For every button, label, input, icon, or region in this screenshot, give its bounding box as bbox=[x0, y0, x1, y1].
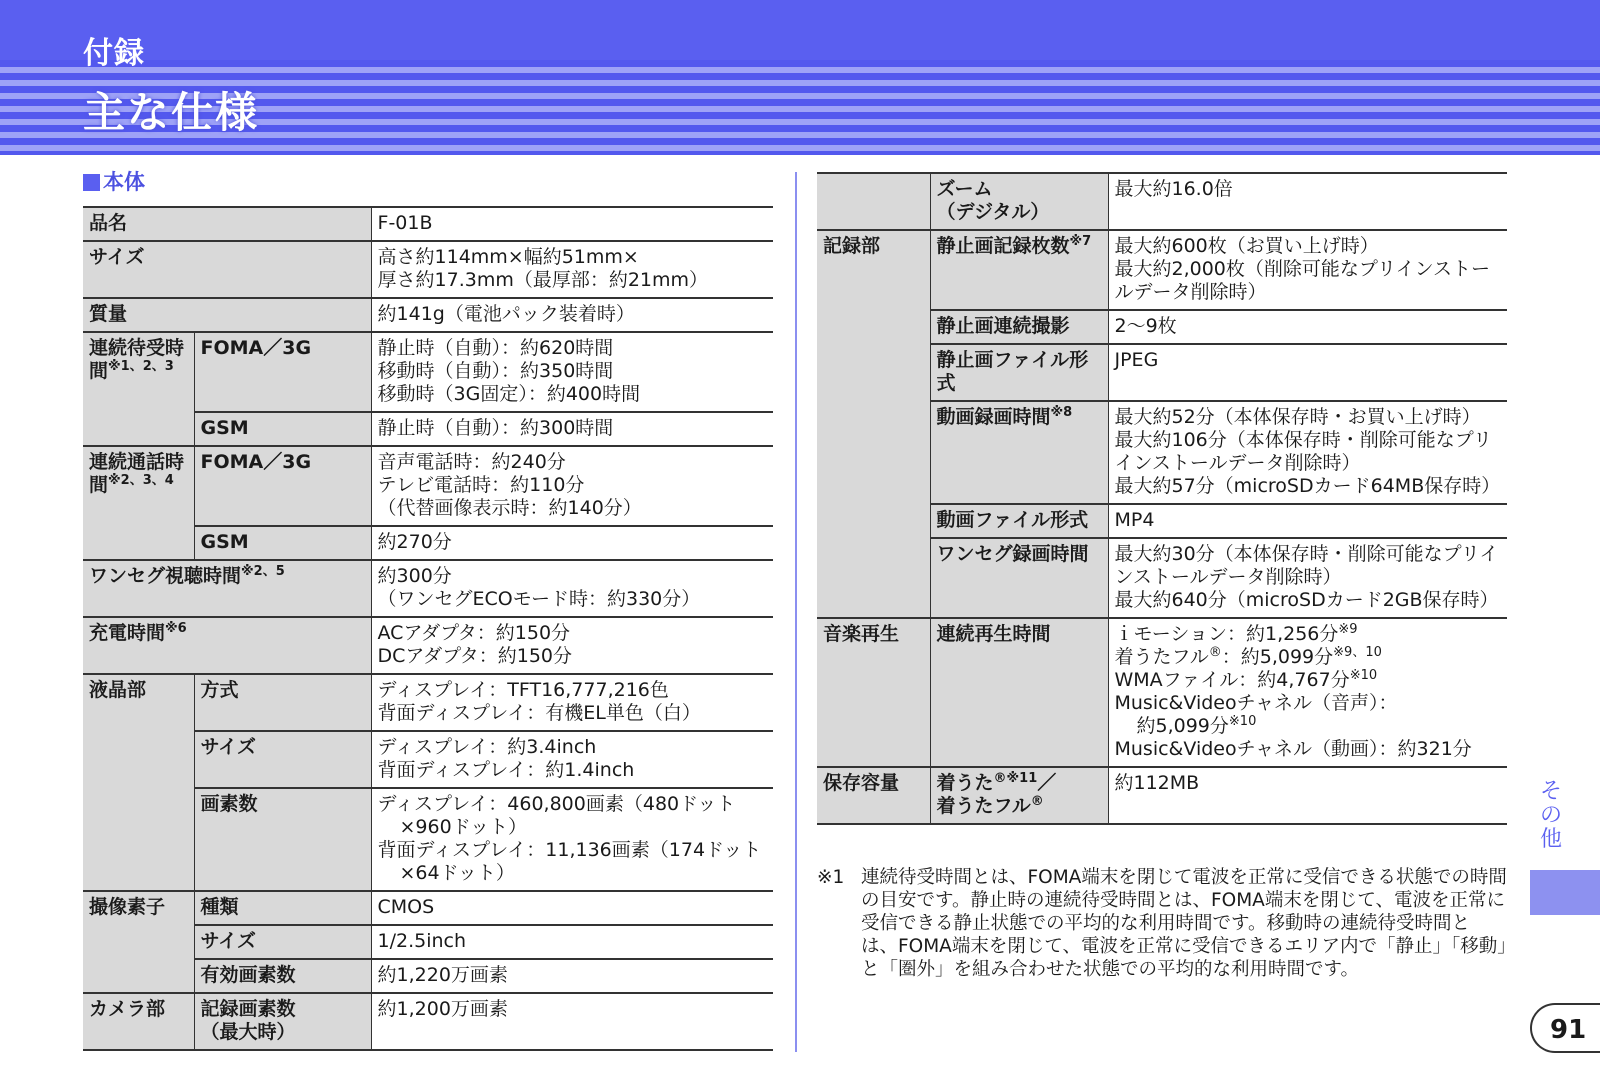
value-text: ：約5,099分 bbox=[1221, 646, 1334, 668]
label-line bbox=[937, 795, 1102, 818]
row-value bbox=[371, 731, 773, 788]
spec-table-right bbox=[817, 172, 1507, 825]
sub-label: 静止画連続撮影 bbox=[930, 310, 1108, 344]
value-line: 最大約106分（本体保存時・削除可能なプリインストールデータ削除時） bbox=[1114, 429, 1493, 474]
value-line: 最大約640分（microSDカード2GB保存時） bbox=[1114, 589, 1499, 611]
sub-label: ワンセグ録画時間 bbox=[930, 538, 1108, 618]
label-text: 動画録画時間 bbox=[936, 406, 1051, 428]
value-line: 高さ約114mm×幅約51mm× bbox=[377, 246, 639, 268]
value-line: 移動時（自動）：約350時間 bbox=[377, 360, 614, 382]
value-line: テレビ電話時：約110分 bbox=[377, 474, 585, 496]
column-divider bbox=[795, 172, 797, 1052]
sub-label: 連続再生時間 bbox=[930, 618, 1108, 767]
footnote-ref: ※6 bbox=[165, 621, 187, 636]
row-label bbox=[83, 560, 371, 617]
table-row bbox=[83, 332, 773, 412]
row-value bbox=[371, 788, 773, 891]
row-value: 約1,200万画素 bbox=[371, 993, 773, 1050]
label-text: ワンセグ視聴時間 bbox=[89, 565, 242, 587]
footnote bbox=[817, 866, 1507, 981]
table-row bbox=[83, 993, 773, 1050]
row-value bbox=[1108, 538, 1507, 618]
sub-label: 動画ファイル形式 bbox=[930, 504, 1108, 538]
value-line: （代替画像表示時：約140分） bbox=[377, 497, 642, 519]
value-line: Music&Videoチャネル（音声）： bbox=[1114, 692, 1398, 714]
page-number: 91 bbox=[1530, 1003, 1600, 1053]
value-text: 約5,099分 bbox=[1136, 715, 1229, 737]
row-value: JPEG bbox=[1108, 344, 1507, 401]
row-label: 品名 bbox=[83, 207, 371, 241]
table-row bbox=[83, 446, 773, 526]
sub-label bbox=[930, 230, 1108, 310]
row-label: サイズ bbox=[83, 241, 371, 298]
row-value bbox=[1108, 230, 1507, 310]
row-value bbox=[371, 332, 773, 412]
value-line bbox=[1115, 646, 1502, 669]
sub-label: 方式 bbox=[194, 674, 371, 731]
value-text: WMAファイル：約4,767分 bbox=[1114, 669, 1350, 691]
registered-mark: ® bbox=[993, 771, 1007, 786]
value-text: 着うたフル bbox=[1114, 646, 1209, 668]
value-line: ACアダプタ：約150分 bbox=[377, 622, 571, 644]
value-line: 背面ディスプレイ：11,136画素（174ドット×64ドット） bbox=[377, 839, 762, 884]
sub-label: FOMA／3G bbox=[194, 446, 371, 526]
value-line: （ワンセグECOモード時：約330分） bbox=[377, 588, 701, 610]
footnote-ref: ※8 bbox=[1050, 405, 1073, 420]
square-bullet-icon bbox=[83, 174, 100, 191]
footnote-ref: ※9 bbox=[1338, 622, 1358, 637]
side-tab bbox=[1530, 870, 1600, 915]
row-value: 約141g（電池パック装着時） bbox=[371, 298, 773, 332]
label-line: （デジタル） bbox=[936, 201, 1050, 223]
value-text: ｉモーション：約1,256分 bbox=[1114, 623, 1339, 645]
spec-table-left bbox=[83, 206, 773, 1051]
sub-label: 画素数 bbox=[194, 788, 371, 891]
value-line: 最大約52分（本体保存時・お買い上げ時） bbox=[1114, 406, 1481, 428]
sub-label: 静止画ファイル形式 bbox=[930, 344, 1108, 401]
row-label: 記録部 bbox=[817, 230, 930, 618]
value-line: 厚さ約17.3mm（最厚部：約21mm） bbox=[377, 269, 709, 291]
sub-label bbox=[930, 173, 1108, 230]
value-line: 約300分 bbox=[377, 565, 452, 587]
footnote-ref: ※11 bbox=[1006, 771, 1038, 786]
row-value bbox=[371, 241, 773, 298]
row-label-continued bbox=[817, 173, 930, 230]
row-value: 1/2.5inch bbox=[371, 925, 773, 959]
sub-label: サイズ bbox=[194, 731, 371, 788]
section-title-text: 本体 bbox=[103, 170, 145, 194]
row-value: 2～9枚 bbox=[1108, 310, 1507, 344]
label-text: 着うたフル bbox=[936, 795, 1031, 817]
value-line: Music&Videoチャネル（動画）：約321分 bbox=[1114, 738, 1472, 760]
value-line: ディスプレイ：460,800画素（480ドット×960ドット） bbox=[377, 793, 736, 838]
value-line bbox=[1115, 669, 1502, 692]
value-line: 最大約2,000枚（削除可能なプリインストールデータ削除時） bbox=[1114, 258, 1490, 303]
value-line: 静止時（自動）：約620時間 bbox=[377, 337, 614, 359]
row-value: MP4 bbox=[1108, 504, 1507, 538]
value-line bbox=[1115, 623, 1502, 646]
footnote-ref: ※7 bbox=[1069, 234, 1092, 249]
label-text: 充電時間 bbox=[89, 622, 166, 644]
table-row bbox=[83, 241, 773, 298]
row-value bbox=[371, 674, 773, 731]
row-label: 保存容量 bbox=[817, 767, 930, 824]
sub-label bbox=[930, 401, 1108, 504]
row-label bbox=[83, 332, 194, 446]
label-text: 着うた bbox=[936, 772, 994, 794]
table-row bbox=[83, 560, 773, 617]
registered-mark: ® bbox=[1030, 794, 1044, 809]
value-line: 最大約57分（microSDカード64MB保存時） bbox=[1114, 475, 1501, 497]
table-row bbox=[83, 891, 773, 925]
label-text: 連続通話時間 bbox=[89, 451, 185, 496]
row-value: 最大約16.0倍 bbox=[1108, 173, 1507, 230]
section-title bbox=[83, 166, 145, 196]
sub-label bbox=[194, 993, 371, 1050]
value-line: 背面ディスプレイ：有機EL単色（白） bbox=[377, 702, 701, 724]
table-row bbox=[83, 207, 773, 241]
sub-label bbox=[930, 767, 1108, 824]
value-line bbox=[1115, 715, 1502, 738]
footnote-ref: ※10 bbox=[1228, 714, 1257, 729]
table-row bbox=[817, 230, 1507, 310]
sub-label: FOMA／3G bbox=[194, 332, 371, 412]
row-label: カメラ部 bbox=[83, 993, 194, 1050]
row-value bbox=[1108, 618, 1507, 767]
row-value: CMOS bbox=[371, 891, 773, 925]
footnote-text: 連続待受時間とは、FOMA端末を閉じて電波を正常に受信できる状態での時間の目安です。静止時の連続待受時間とは、FOMA端末を閉じて、電波を正常に受信できる静止状態での平均的な利用時間です。移動時の連続待受時間とは、FOMA端末を閉じて、電波を正常に受信できるエリア内で「静止」「移動」と「圏外」を組み合わせた状態での平均的な利用時間です。 bbox=[861, 867, 1507, 980]
row-value: F-01B bbox=[371, 207, 773, 241]
value-line: 音声電話時：約240分 bbox=[377, 451, 566, 473]
value-line: 背面ディスプレイ：約1.4inch bbox=[377, 759, 635, 781]
row-value bbox=[371, 446, 773, 526]
table-row bbox=[83, 617, 773, 674]
row-value bbox=[371, 617, 773, 674]
row-value: 約270分 bbox=[371, 526, 773, 560]
footnote-ref: ※10 bbox=[1349, 668, 1378, 683]
row-value bbox=[1108, 401, 1507, 504]
table-row bbox=[83, 674, 773, 731]
footnote-ref: ※9、10 bbox=[1333, 645, 1382, 660]
footnote-ref: ※1、2、3 bbox=[108, 359, 174, 374]
table-row bbox=[83, 298, 773, 332]
label-text: 連続待受時間 bbox=[89, 337, 185, 382]
sub-label: 種類 bbox=[194, 891, 371, 925]
registered-mark: ® bbox=[1208, 645, 1222, 660]
table-row bbox=[817, 618, 1507, 767]
value-line: ディスプレイ：TFT16,777,216色 bbox=[377, 679, 669, 701]
row-label: 撮像素子 bbox=[83, 891, 194, 993]
label-line: ズーム bbox=[936, 178, 993, 200]
label-text: ／ bbox=[1037, 772, 1057, 794]
row-value: 約1,220万画素 bbox=[371, 959, 773, 993]
value-line: 最大約30分（本体保存時・削除可能なプリインストールデータ削除時） bbox=[1114, 543, 1499, 588]
row-label bbox=[83, 617, 371, 674]
row-value bbox=[371, 560, 773, 617]
label-line: 記録画素数 bbox=[200, 998, 296, 1020]
sub-label: サイズ bbox=[194, 925, 371, 959]
footnote-mark: ※1 bbox=[817, 867, 845, 888]
value-line: DCアダプタ：約150分 bbox=[377, 645, 573, 667]
label-line: （最大時） bbox=[200, 1021, 296, 1043]
row-label: 音楽再生 bbox=[817, 618, 930, 767]
row-label bbox=[83, 446, 194, 560]
row-label: 質量 bbox=[83, 298, 371, 332]
row-value: 約112MB bbox=[1108, 767, 1507, 824]
page-title: 主な仕様 bbox=[83, 88, 260, 137]
label-line bbox=[937, 772, 1102, 795]
sub-label: GSM bbox=[194, 412, 371, 446]
side-section-label: その他 bbox=[1539, 779, 1562, 852]
sub-label: GSM bbox=[194, 526, 371, 560]
table-row bbox=[817, 767, 1507, 824]
value-line: 移動時（3G固定）：約400時間 bbox=[377, 383, 641, 405]
table-row bbox=[817, 173, 1507, 230]
page-header bbox=[0, 0, 1600, 155]
value-line: 最大約600枚（お買い上げ時） bbox=[1114, 235, 1379, 257]
footnote-ref: ※2、5 bbox=[241, 564, 285, 579]
footnote-ref: ※2、3、4 bbox=[108, 473, 174, 488]
label-text: 静止画記録枚数 bbox=[936, 235, 1070, 257]
row-label: 液晶部 bbox=[83, 674, 194, 891]
chapter-title: 付録 bbox=[83, 36, 145, 71]
sub-label: 有効画素数 bbox=[194, 959, 371, 993]
value-line: ディスプレイ：約3.4inch bbox=[377, 736, 597, 758]
row-value: 静止時（自動）：約300時間 bbox=[371, 412, 773, 446]
